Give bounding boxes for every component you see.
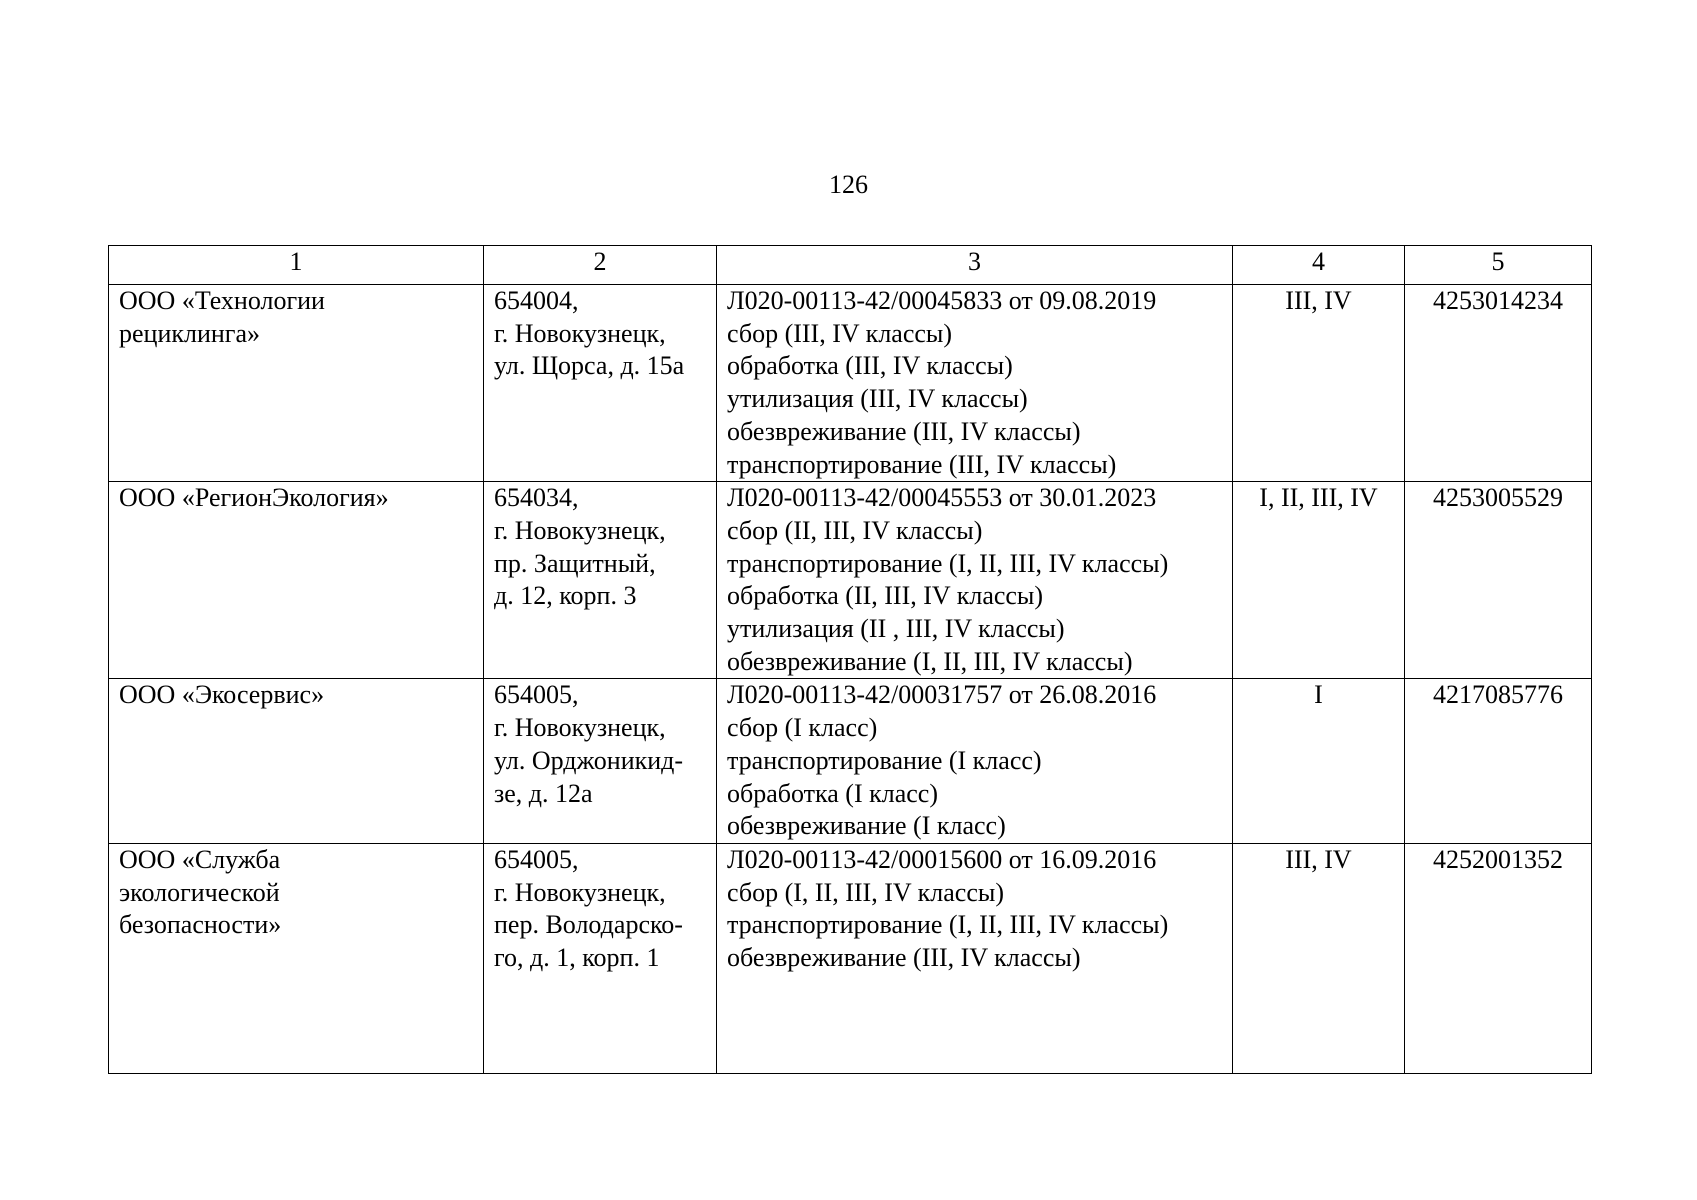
organization-cell: ООО «Служба экологической безопасности» (109, 843, 484, 1073)
inn-cell: 4253005529 (1405, 482, 1592, 679)
license-cell: Л020-00113-42/00015600 от 16.09.2016 сбор (I, II, III, IV классы) транспортирование (I, II, III, IV классы) обезвреживание (III, IV классы) (717, 843, 1233, 1073)
column-header-1: 1 (109, 246, 484, 285)
inn-cell: 4217085776 (1405, 679, 1592, 844)
inn-cell: 4252001352 (1405, 843, 1592, 1073)
hazard-classes-cell: III, IV (1233, 843, 1405, 1073)
table-row (109, 285, 1592, 482)
column-header-2: 2 (484, 246, 717, 285)
column-header-3: 3 (717, 246, 1233, 285)
hazard-classes-cell: III, IV (1233, 285, 1405, 482)
license-cell: Л020-00113-42/00045833 от 09.08.2019 сбор (III, IV классы) обработка (III, IV классы) утилизация (III, IV классы) обезвреживание (III, IV классы) транспортирование (III, IV классы) (717, 285, 1233, 482)
license-cell: Л020-00113-42/00031757 от 26.08.2016 сбор (I класс) транспортирование (I класс) обработка (I класс) обезвреживание (I класс) (717, 679, 1233, 844)
waste-operators-table (108, 245, 1592, 1074)
hazard-classes-cell: I, II, III, IV (1233, 482, 1405, 679)
column-header-4: 4 (1233, 246, 1405, 285)
table-row (109, 482, 1592, 679)
address-cell: 654034, г. Новокузнецк, пр. Защитный, д. 12, корп. 3 (484, 482, 717, 679)
license-cell: Л020-00113-42/00045553 от 30.01.2023 сбор (II, III, IV классы) транспортирование (I, II, III, IV классы) обработка (II, III, IV классы) утилизация (II , III, IV классы) обезвреживание (I, II, III, IV классы) (717, 482, 1233, 679)
organization-cell: ООО «Экосервис» (109, 679, 484, 844)
organization-cell: ООО «РегионЭкология» (109, 482, 484, 679)
table-row (109, 679, 1592, 844)
address-cell: 654004, г. Новокузнецк, ул. Щорса, д. 15а (484, 285, 717, 482)
page-number: 126 (829, 170, 868, 199)
column-header-5: 5 (1405, 246, 1592, 285)
inn-cell: 4253014234 (1405, 285, 1592, 482)
hazard-classes-cell: I (1233, 679, 1405, 844)
organization-cell: ООО «Технологии рециклинга» (109, 285, 484, 482)
address-cell: 654005, г. Новокузнецк, пер. Володарско- го, д. 1, корп. 1 (484, 843, 717, 1073)
address-cell: 654005, г. Новокузнецк, ул. Орджоникид- зе, д. 12а (484, 679, 717, 844)
table-header-row (109, 246, 1592, 285)
table-row (109, 843, 1592, 1073)
